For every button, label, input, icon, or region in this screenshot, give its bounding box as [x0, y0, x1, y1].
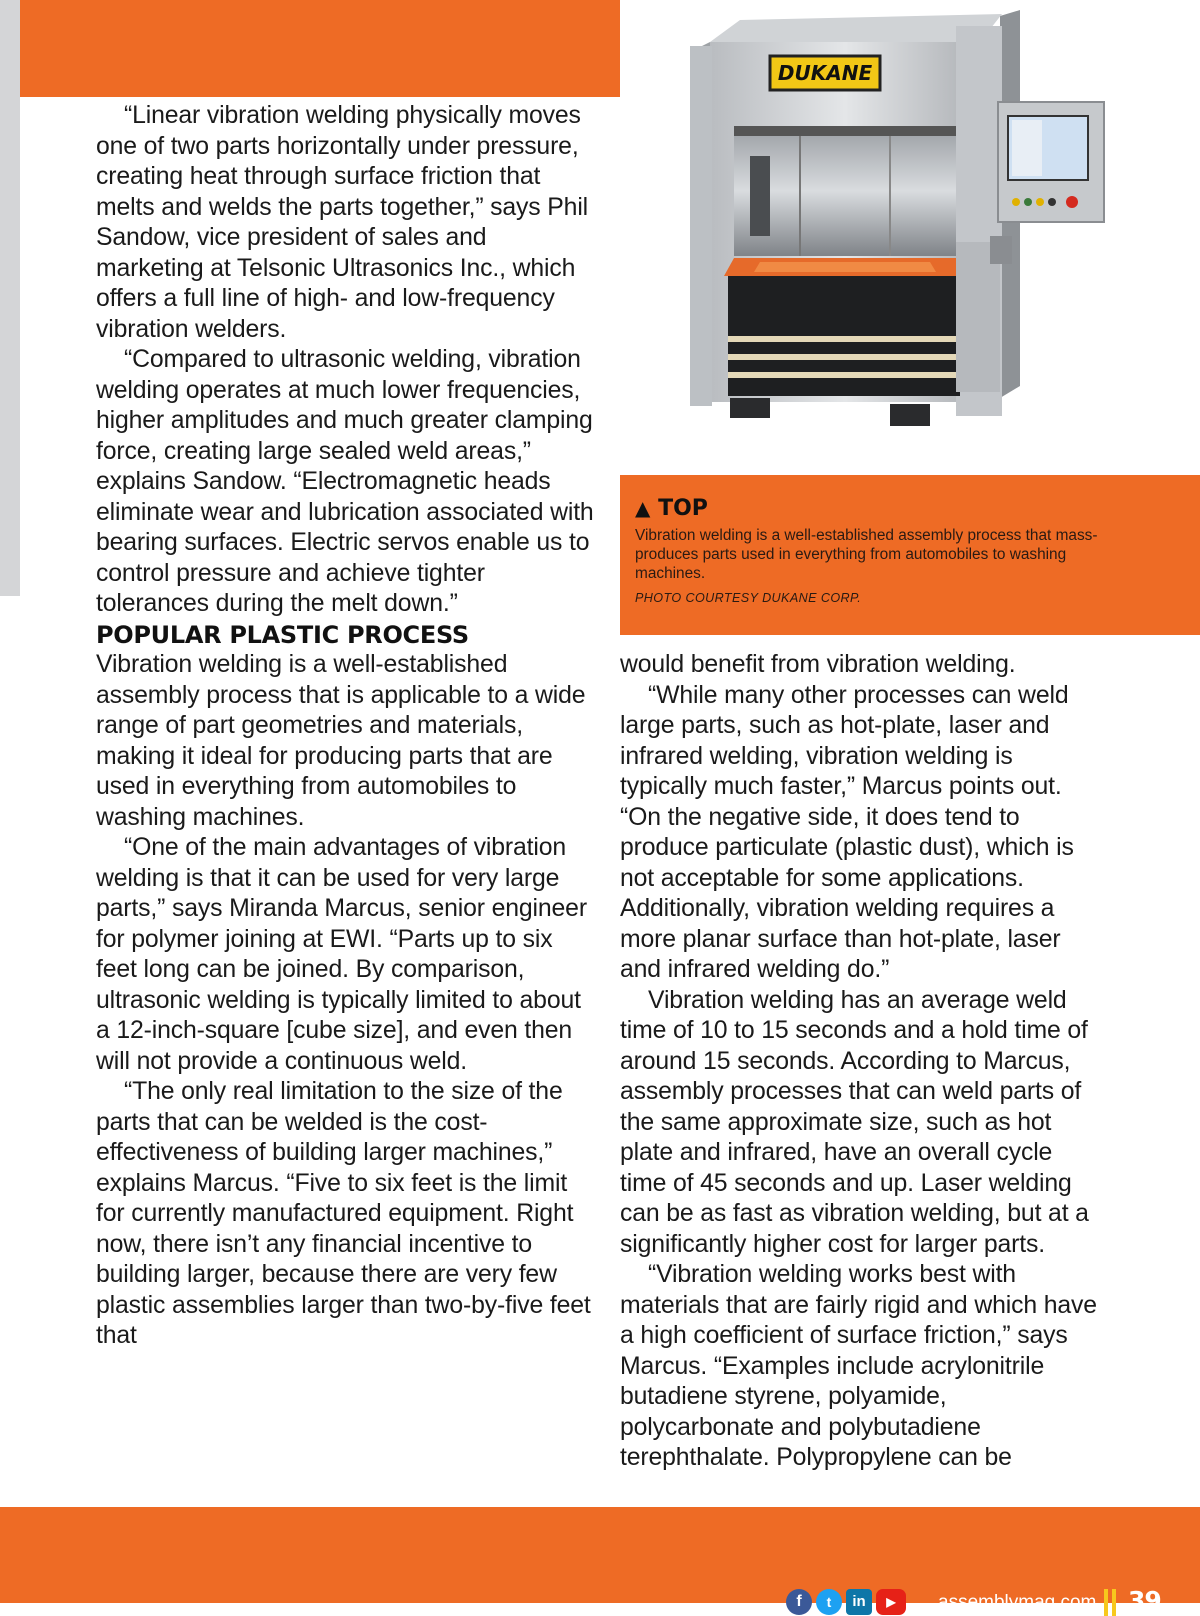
- top-orange-band: [20, 0, 620, 97]
- right-column: [620, 650, 1100, 1474]
- page-number: 39: [1128, 1586, 1161, 1615]
- paragraph: would benefit from vibration welding.: [620, 651, 1016, 678]
- left-column: [96, 101, 596, 1352]
- caption-heading-text: TOP: [658, 496, 708, 521]
- footer-band: [0, 1507, 1200, 1603]
- dukane-vibration-welder-photo: [690, 6, 1130, 442]
- paragraph: “While many other processes can weld large parts, such as hot-plate, laser and infrared welding, vibration welding is typically much faster,” Marcus points out. “On the negative side, it does tend to produce particulate (plastic dust), which is not acceptable for some applications. Additionally, vibration welding requires a more planar surface than hot-plate, laser and infrared welding do.”: [620, 681, 1074, 983]
- site-url[interactable]: assemblymag.com: [938, 1592, 1097, 1613]
- twitter-icon[interactable]: t: [816, 1589, 842, 1615]
- facebook-icon[interactable]: f: [786, 1589, 812, 1615]
- up-arrow-icon: ▲: [635, 496, 651, 520]
- caption-text: Vibration welding is a well-established assembly process that mass-produces parts used in everything from automobiles to washing machines.: [635, 527, 1098, 582]
- paragraph: “One of the main advantages of vibration welding is that it can be used for very large parts,” says Miranda Marcus, senior engineer for polymer joining at EWI. “Parts up to six feet long can be joined. By comparison, ultrasonic welding is typically limited to about a 12-inch-square [cube size], and even then will not provide a continuous weld.: [96, 834, 587, 1075]
- caption-heading: [635, 495, 1136, 522]
- social-links: [786, 1589, 906, 1615]
- brand-label: DUKANE: [777, 61, 873, 85]
- linkedin-icon[interactable]: in: [846, 1589, 872, 1615]
- youtube-icon[interactable]: ▶: [876, 1589, 906, 1615]
- paragraph: Vibration welding is a well-established assembly process that is applicable to a wide range of part geometries and materials, making it ideal for producing parts that are used in everything from automobiles to washing machines.: [96, 651, 586, 831]
- paragraph: “Linear vibration welding physically moves one of two parts horizontally under pressure, creating heat through surface friction that melts and welds the parts together,” says Phil Sandow, vice president of sales and marketing at Telsonic Ultrasonics Inc., which offers a full line of high- and low-frequency vibration welders.: [96, 102, 589, 343]
- photo-caption: [620, 475, 1200, 635]
- paragraph: Vibration welding has an average weld time of 10 to 15 seconds and a hold time of around 15 seconds. According to Marcus, assembly processes that can weld parts of the same approximate size, such as hot plate and infrared, have an overall cycle time of 45 seconds and up. Laser welding can be as fast as vibration welding, but at a significantly higher cost for larger parts.: [620, 986, 1089, 1258]
- paragraph: “Compared to ultrasonic welding, vibration welding operates at much lower frequencies, higher amplitudes and much greater clamping force, creating large sealed weld areas,” explains Sandow. “Electromagnetic heads eliminate wear and lubrication associated with bearing surfaces. Electric servos enable us to control pressure and achieve tighter tolerances during the melt down.”: [96, 346, 594, 617]
- side-gray-bar: [0, 0, 20, 596]
- photo-credit: PHOTO COURTESY DUKANE CORP.: [635, 591, 862, 605]
- paragraph: “The only real limitation to the size of the parts that can be welded is the cost-effectiveness of building larger machines,” explains Marcus. “Five to six feet is the limit for currently manufactured equipment. Right now, there isn’t any financial incentive to building larger, because there are very few plastic assemblies larger than two-by-five feet that: [96, 1078, 591, 1349]
- paragraph: “Vibration welding works best with materials that are fairly rigid and which have a high coefficient of surface friction,” says Marcus. “Examples include acrylonitrile butadiene styrene, polyamide, polycarbonate and polybutadiene terephthalate. Polypropylene can be: [620, 1261, 1097, 1471]
- section-heading: POPULAR PLASTIC PROCESS: [96, 620, 469, 649]
